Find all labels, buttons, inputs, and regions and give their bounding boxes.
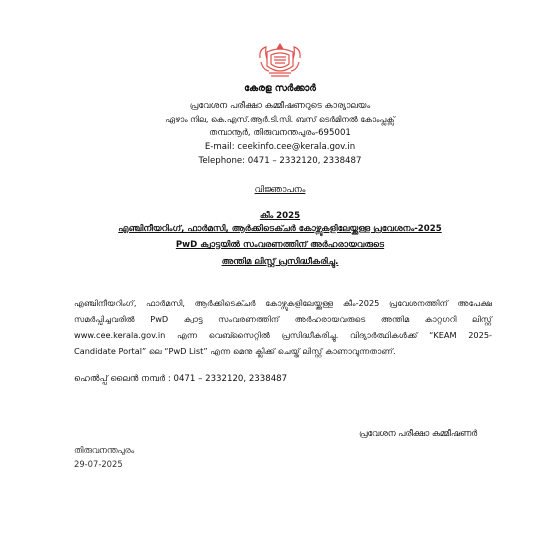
government-title: കേരള സർക്കാർ — [244, 83, 316, 94]
address-line-2: തമ്പാനൂർ, തിരുവനന്തപുരം-695001 — [209, 128, 351, 138]
body-line: സമർപ്പിച്ചവരിൽ PwD ക്വാട്ട സംവരണത്തിന് അർഹരായവരുടെ അന്തിമ കാറ്റഗറി ലിസ്റ്റ് — [74, 314, 492, 324]
subject-line-3: അന്തിമ ലിസ്റ്റ് പ്രസിദ്ധീകരിച്ചു. — [221, 257, 339, 267]
office-name: പ്രവേശന പരീക്ഷാ കമ്മീഷണറുടെ കാര്യാലയം — [189, 101, 371, 111]
kerala-state-emblem-icon — [257, 40, 303, 80]
notice-title: വിജ്ഞാപനം — [254, 185, 306, 195]
subject-line-1: എഞ്ചിനീയറിംഗ്, ഫാർമസി, ആർക്കിടെക്ചർ കോഴ്സുകളിലേയ്ക്കുള്ള പ്രവേശനം-2025 — [118, 224, 442, 234]
address-line-1: ഏഴാം നില, കെ.എസ്.ആർ.ടി.സി. ബസ് ടെർമിനൽ കോംപ്ലക്സ് — [165, 115, 395, 124]
helpline-number: ഹെൽപ്പ് ലൈൻ നമ്പർ : 0471 – 2332120, 2338487 — [74, 374, 288, 384]
body-line: Candidate Portal” ലെ “PwD List” എന്ന മെനു ക്ലിക്ക് ചെയ്ത് ലിസ്റ്റ് കാണാവുന്നതാണ്. — [74, 346, 396, 356]
date: 29-07-2025 — [74, 459, 123, 469]
signatory: പ്രവേശന പരീക്ഷാ കമ്മീഷണർ — [359, 428, 478, 438]
phone-contact: Telephone: 0471 – 2332120, 2338487 — [198, 156, 362, 166]
place: തിരുവനന്തപുരം — [74, 445, 135, 455]
email-contact: E-mail: ceekinfo.cee@kerala.gov.in — [204, 142, 356, 152]
body-line: എഞ്ചിനീയറിംഗ്, ഫാർമസി, ആർക്കിടെക്ചർ കോഴ്സുകളിലേയ്ക്കുള്ള കീം-2025 പ്രവേശനത്തിന് അപേക്ഷ — [74, 298, 492, 308]
subject-line-2: PwD ക്വാട്ടയിൽ സംവരണത്തിന് അർഹരായവരുടെ — [175, 240, 385, 250]
body-line: www.cee.kerala.gov.in എന്ന വെബ്സൈറ്റിൽ പ്രസിദ്ധീകരിച്ചു. വിദ്യാർത്ഥികൾക്ക് “KEAM 2025- — [74, 330, 492, 340]
notice-code: കീം 2025 — [259, 211, 301, 221]
body-paragraph — [74, 295, 492, 359]
